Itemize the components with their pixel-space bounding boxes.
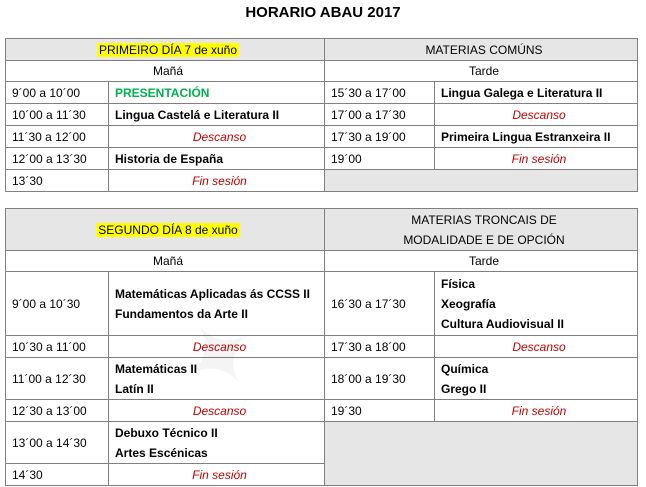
day1-subject-group: MATERIAS COMÚNS [325, 39, 638, 61]
schedule-day-2 [5, 208, 638, 486]
subject-cell [109, 272, 325, 336]
subject-cell: Lingua Castelá e Literatura II [109, 104, 325, 126]
day2-subject-group-line-1: MATERIAS TRONCAIS DE [411, 212, 557, 227]
schedule-day-1 [5, 38, 638, 192]
time-cell: 12´00 a 13´30 [6, 148, 109, 170]
day2-header [6, 209, 325, 251]
break-cell: Descanso [109, 400, 325, 422]
day2-morning-label: Mañá [6, 251, 325, 272]
subject-line: Debuxo Técnico II [115, 425, 218, 440]
time-cell: 9´00 a 10´30 [6, 272, 109, 336]
subject-line: Artes Escénicas [115, 445, 208, 460]
subject-line: Grego II [441, 381, 487, 396]
day2-afternoon-label: Tarde [325, 251, 638, 272]
time-cell: 12´30 a 13´00 [6, 400, 109, 422]
time-cell: 10´30 a 11´00 [6, 336, 109, 358]
empty-cell [325, 422, 638, 486]
day1-morning-label: Mañá [6, 61, 325, 82]
time-cell: 17´30 a 18´00 [325, 336, 435, 358]
session-end-cell: Fin sesión [109, 170, 325, 192]
time-cell: 13´00 a 14´30 [6, 422, 109, 464]
subject-cell [109, 422, 325, 464]
subject-cell [435, 358, 638, 400]
subject-cell: PRESENTACIÓN [109, 82, 325, 104]
subject-cell: Lingua Galega e Literatura II [435, 82, 638, 104]
day1-afternoon-label: Tarde [325, 61, 638, 82]
subject-cell: Primeira Lingua Estranxeira II [435, 126, 638, 148]
time-cell: 19´00 [325, 148, 435, 170]
subject-cell [435, 272, 638, 336]
session-end-cell: Fin sesión [435, 400, 638, 422]
time-cell: 17´30 a 19´00 [325, 126, 435, 148]
time-cell: 13´30 [6, 170, 109, 192]
subject-line: Química [441, 361, 489, 376]
session-end-cell: Fin sesión [109, 464, 325, 486]
empty-cell [325, 170, 638, 192]
time-cell: 18´00 a 19´30 [325, 358, 435, 400]
time-cell: 11´00 a 12´30 [6, 358, 109, 400]
time-cell: 9´00 a 10´00 [6, 82, 109, 104]
day1-header [6, 39, 325, 61]
time-cell: 16´30 a 17´30 [325, 272, 435, 336]
time-cell: 19´30 [325, 400, 435, 422]
day2-subject-group-line-2: MODALIDADE E DE OPCIÓN [403, 232, 565, 247]
break-cell: Descanso [435, 336, 638, 358]
day2-subject-group [325, 209, 638, 251]
day2-header-label: SEGUNDO DÍA 8 de xuño [98, 222, 238, 237]
break-cell: Descanso [109, 336, 325, 358]
subject-line: Matemáticas II [115, 361, 198, 376]
time-cell: 14´30 [6, 464, 109, 486]
subject-line: Física [441, 276, 476, 291]
subject-line: Xeografía [441, 296, 496, 311]
break-cell: Descanso [435, 104, 638, 126]
subject-cell [109, 358, 325, 400]
break-cell: Descanso [109, 126, 325, 148]
time-cell: 17´00 a 17´30 [325, 104, 435, 126]
time-cell: 11´30 a 12´00 [6, 126, 109, 148]
subject-cell: Historia de España [109, 148, 325, 170]
page-title: HORARIO ABAU 2017 [245, 4, 401, 21]
day1-header-label: PRIMEIRO DÍA 7 de xuño [98, 42, 238, 57]
subject-line: Matemáticas Aplicadas ás CCSS II [115, 286, 310, 301]
time-cell: 15´30 a 17´00 [325, 82, 435, 104]
subject-line: Cultura Audiovisual II [441, 316, 564, 331]
subject-line: Latín II [115, 381, 154, 396]
session-end-cell: Fin sesión [435, 148, 638, 170]
subject-line: Fundamentos da Arte II [115, 306, 248, 321]
time-cell: 10´00 a 11´30 [6, 104, 109, 126]
